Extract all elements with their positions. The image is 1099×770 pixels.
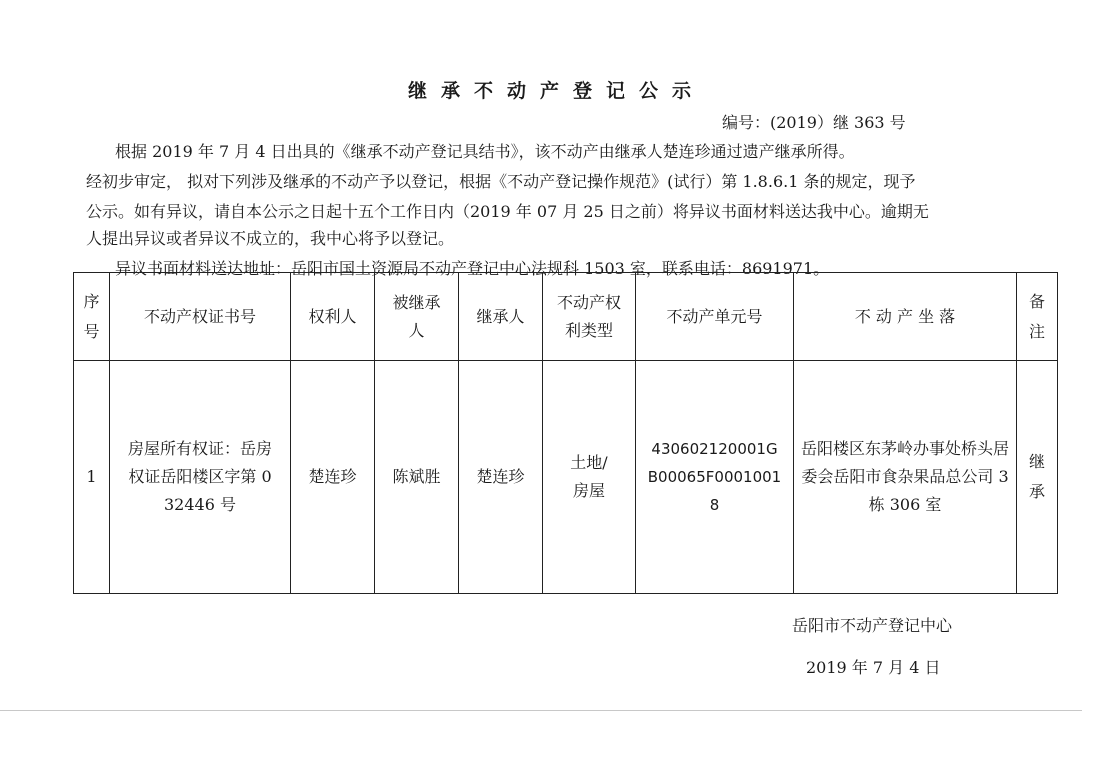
issue-date: 2019 年 7 月 4 日 <box>806 658 941 677</box>
header-cert-no: 不动产权证书号 <box>110 273 291 361</box>
header-decedent: 被继承人 <box>375 273 459 361</box>
document-title: 继承不动产登记公示 <box>407 80 705 102</box>
header-heir: 继承人 <box>459 273 543 361</box>
cell-holder: 楚连珍 <box>291 361 375 594</box>
header-location: 不 动 产 坐 落 <box>794 273 1017 361</box>
cell-location: 岳阳楼区东茅岭办事处桥头居委会岳阳市食杂果品总公司 3 栋 306 室 <box>794 361 1017 594</box>
cell-decedent: 陈斌胜 <box>375 361 459 594</box>
header-holder: 权利人 <box>291 273 375 361</box>
paragraph-line-3: 公示。如有异议，请自本公示之日起十五个工作日内（2019 年 07 月 25 日之前）将异议书面材料送达我中心。逾期无 <box>86 202 929 221</box>
header-seq: 序号 <box>74 273 110 361</box>
notice-table <box>73 272 1058 594</box>
table-row <box>74 361 1058 594</box>
cell-heir: 楚连珍 <box>459 361 543 594</box>
header-remark: 备注 <box>1017 273 1058 361</box>
paragraph-line-4: 人提出异议或者异议不成立的，我中心将予以登记。 <box>86 229 455 248</box>
cell-cert-no: 房屋所有权证：岳房权证岳阳楼区字第 032446 号 <box>110 361 291 594</box>
table-header-row <box>74 273 1058 361</box>
header-right-type: 不动产权利类型 <box>543 273 636 361</box>
cell-right-type: 土地/房屋 <box>543 361 636 594</box>
page-edge-line <box>0 710 1082 711</box>
header-unit-no: 不动产单元号 <box>636 273 794 361</box>
paragraph-line-2: 经初步审定， 拟对下列涉及继承的不动产予以登记，根据《不动产登记操作规范》(试行）第 1.8.6.1 条的规定，现予 <box>86 172 916 191</box>
issuing-organization: 岳阳市不动产登记中心 <box>792 616 953 635</box>
document-number: 编号：(2019）继 363 号 <box>722 113 906 132</box>
paragraph-line-1: 根据 2019 年 7 月 4 日出具的《继承不动产登记具结书》，该不动产由继承人楚连珍通过遗产继承所得。 <box>115 142 855 161</box>
paragraph-line-5: 异议书面材料送达地址：岳阳市国土资源局不动产登记中心法规科 1503 室，联系电话：8691971。 <box>115 259 830 278</box>
cell-unit-no: 430602120001GB00065F00010018 <box>636 361 794 594</box>
cell-seq: 1 <box>74 361 110 594</box>
cell-remark: 继承 <box>1017 361 1058 594</box>
